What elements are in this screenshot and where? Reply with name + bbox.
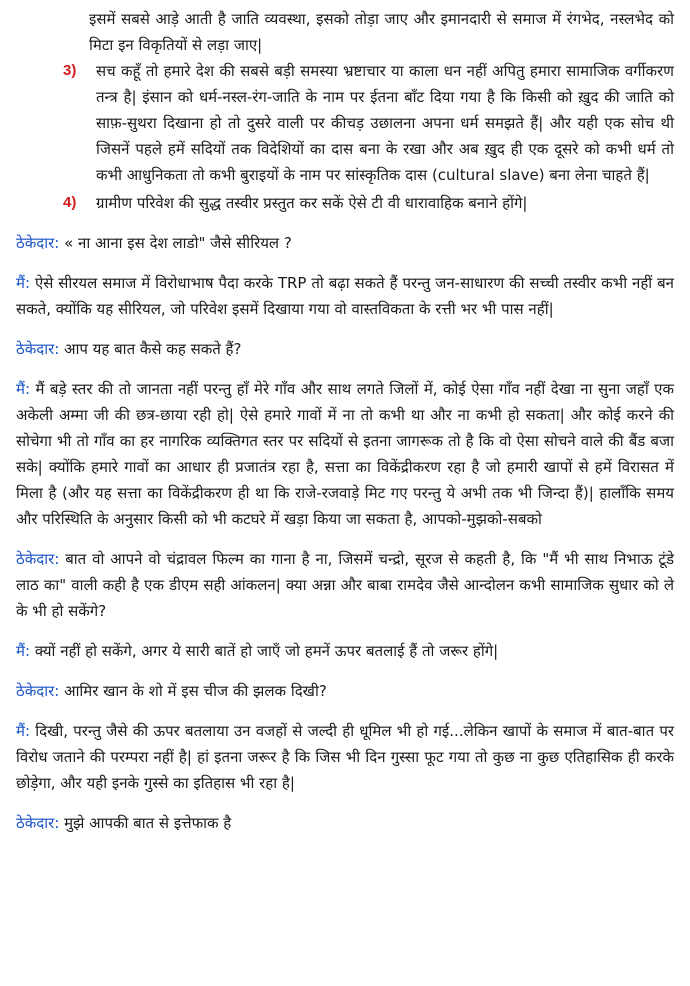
dialogue-text: ऐसे सीरयल समाज में विरोधाभाष पैदा करके TRP तो बढ़ा सकते हैं परन्तु जन-साधारण की सच्ची तस्वीर कभी नहीं बन सकते, क्योंकि यह सीरियल, जो परिवेश इसमें दिखाया गया वो वास्तविकता के रत्ती भर भी पास नहीं| [16, 274, 674, 318]
dialogue-line-thekedar [16, 546, 674, 624]
speaker-label: मैं: [16, 274, 31, 292]
speaker-label: ठेकेदार: [16, 234, 60, 252]
dialogue-text: आप यह बात कैसे कह सकते हैं? [64, 340, 242, 358]
dialogue-line-main [16, 638, 674, 664]
dialogue-text: मुझे आपकी बात से इत्तेफाक है [64, 814, 232, 832]
speaker-label: ठेकेदार: [16, 814, 60, 832]
dialogue-text: मैं बड़े स्तर की तो जानता नहीं परन्तु हाँ मेरे गाँव और साथ लगते जिलों में, कोई ऐसा गाँव नहीं देखा ना सुना जहाँ एक अकेली अम्मा जी की छत्र-छाया रही हो| ऐसे हमारे गावों में ना तो कभी था और ना कभी हो सकता| और कोई करने की सोचेगा भी तो गाँव का हर नागरिक व्यक्तिगत स्तर पर सदियों से इतना जागरूक तो है कि वो ऐसा सोचने वाले की बैंड बजा सके| क्योंकि हमारे गावों का आधार ही प्रजातंत्र रहा है, सत्ता का विकेंद्रीकरण रहा है जो हमारी खापों से हमें विरासत में मिला है (और यह सत्ता का विकेंद्रीकरण ही था कि राजे-रजवाड़े मिट गए परन्तु ये अभी तक भी जिन्दा हैं)| हालाँकि समय और परिस्थिति के अनुसार किसी को भी कटघरे में खड़ा किया जा सकता है, आपको-मुझको-सबको [16, 380, 674, 528]
dialogue-line-thekedar [16, 810, 674, 836]
speaker-label: ठेकेदार: [16, 550, 60, 568]
dialogue-line-main [16, 270, 674, 322]
list-item-text: ग्रामीण परिवेश की सुद्ध तस्वीर प्रस्तुत कर सकें ऐसे टी वी धारावाहिक बनाने होंगे| [96, 194, 528, 212]
speaker-label: ठेकेदार: [16, 340, 60, 358]
speaker-label: मैं: [16, 642, 31, 660]
speaker-label: मैं: [16, 380, 31, 398]
dialogue-text: बात वो आपने वो चंद्रावल फिल्म का गाना है ना, जिसमें चन्द्रो, सूरज से कहती है, कि "मैं भी साथ निभाऊ टूंडे लाठ का" वाली कही है एक डीएम सही आंकलन| क्या अन्ना और बाबा रामदेव जैसे आन्दोलन कभी सामाजिक सुधार को ले के भी हो सकेंगे? [16, 550, 674, 620]
list-number: 3) [63, 62, 77, 79]
speaker-label: मैं: [16, 722, 31, 740]
dialogue-text: आमिर खान के शो में इस चीज की झलक दिखी? [64, 682, 327, 700]
dialogue-line-thekedar [16, 336, 674, 362]
list-item-3 [16, 58, 674, 188]
dialogue-line-main [16, 718, 674, 796]
dialogue-line-main [16, 376, 674, 532]
dialogue-text: क्यों नहीं हो सकेंगे, अगर ये सारी बातें हो जाएँ जो हमनें ऊपर बतलाई हैं तो जरूर होंगे| [34, 642, 499, 660]
dialogue-line-thekedar [16, 230, 674, 256]
list-number: 4) [63, 194, 77, 211]
list-item-4 [16, 190, 674, 216]
dialogue-text: « ना आना इस देश लाडो" जैसे सीरियल ? [64, 234, 292, 252]
list-item-text: सच कहूँ तो हमारे देश की सबसे बड़ी समस्या भ्रष्टाचार या काला धन नहीं अपितु हमारा सामाजिक वर्गीकरण तन्त्र है| इंसान को धर्म-नस्ल-रंग-जाति के नाम पर ईतना बाँट दिया गया है कि किसी को ख़ुद की जाति को साफ़-सुथरा दिखाना हो तो दुसरे वाली पर कीचड़ उछालना अपना धर्म समझते हैं| और यही एक सोच थी जिसनें पहले हमें सदियों तक विदेशियों का दास बना के रखा और अब ख़ुद ही एक दूसरे को कभी धर्म तो कभी आधुनिकता तो कभी बुराइयों के नाम पर सांस्कृतिक दास (cultural slave) बना लेना चाहते हैं| [96, 62, 674, 184]
dialogue-text: दिखी, परन्तु जैसे की ऊपर बतलाया उन वजहों से जल्दी ही धूमिल भी हो गई...लेकिन खापों के समाज में बात-बात पर विरोध जताने की परम्परा नहीं है| हां इतना जरूर है कि जिस भी दिन गुस्सा फूट गया तो कुछ ना कुछ एतिहासिक ही करके छोड़ेगा, और यही इनके गुस्से का इतिहास भी रहा है| [16, 722, 674, 792]
dialogue-line-thekedar [16, 678, 674, 704]
speaker-label: ठेकेदार: [16, 682, 60, 700]
intro-paragraph: इसमें सबसे आड़े आती है जाति व्यवस्था, इसको तोड़ा जाए और इमानदारी से समाज में रंगभेद, नस्लभेद को मिटा इन विकृतियों से लड़ा जाए| [89, 10, 674, 54]
